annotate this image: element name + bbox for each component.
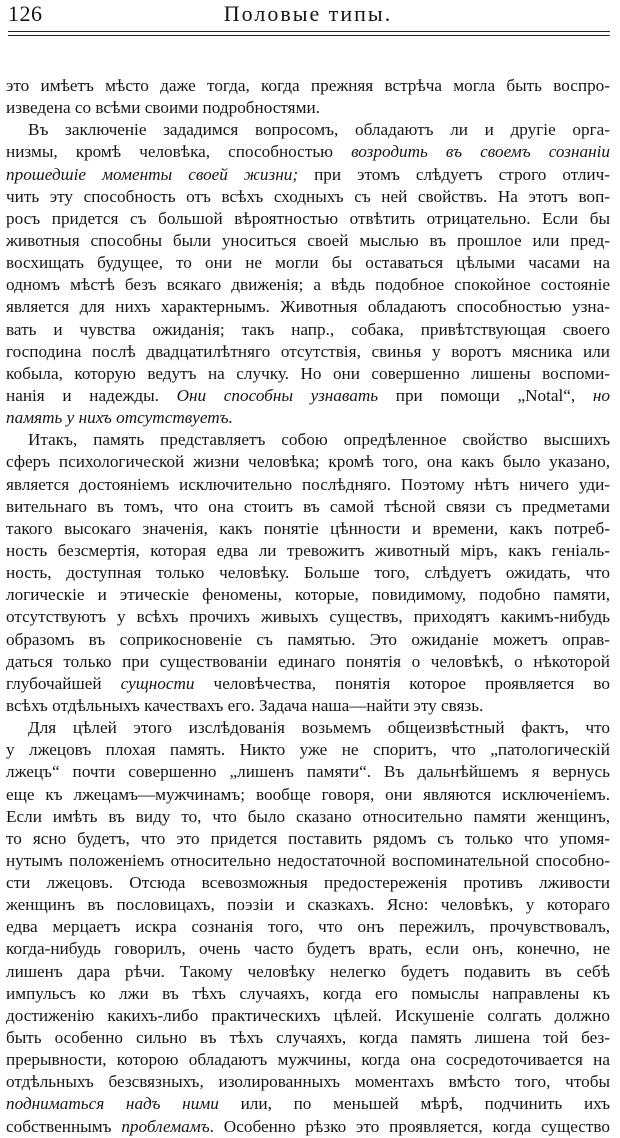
- text-line: вительнаго въ томъ, что она стоитъ въ самой тѣсной связи съ предметами: [6, 496, 610, 516]
- text-line: Для цѣлей этого изслѣдованія возьмемъ общеизвѣстный фактъ, что: [28, 718, 610, 738]
- text-line: у лжецовъ плохая память. Никто уже не споритъ, что „патологическій: [6, 740, 610, 760]
- text-line: прошедшіе моменты своей жизни; при этомъ слѣдуетъ строго отлич-: [6, 164, 610, 184]
- text-line: отдѣльныхъ безсвязныхъ, изолированныхъ моментахъ вмѣсто того, чтобы: [6, 1072, 610, 1092]
- text-line: ность безсмертія, которая едва ли тревожитъ животный міръ, какъ геніаль-: [6, 540, 610, 560]
- text-line: память у нихъ отсутствуетъ.: [6, 408, 233, 428]
- text-line: является достояніемъ исключительно послѣдняго. Поэтому нѣтъ ничего уди-: [6, 474, 610, 494]
- text-line: подниматься надъ ними или, по меньшей мѣрѣ, подчинить ихъ: [6, 1094, 610, 1114]
- text-line: низмы, кромѣ человѣка, способностью возродить въ своемъ сознаніи: [6, 142, 610, 162]
- text-line: росъ придется съ большой вѣроятностью отвѣтить отрицательно. Если бы: [6, 208, 610, 228]
- text-line: лишенъ дара рѣчи. Такому человѣку нелегко будетъ подавить въ себѣ: [6, 961, 610, 981]
- text-line: быть особенно сильно въ тѣхъ случаяхъ, когда память лишена той без-: [6, 1028, 610, 1048]
- text-line: это имѣетъ мѣсто даже тогда, когда прежняя встрѣча могла быть воспро-: [6, 76, 610, 95]
- text-line: женщинъ въ пословицахъ, поэзіи и сказкахъ. Ясно: человѣкъ, у котораго: [6, 895, 610, 915]
- text-line: едва мерцаетъ искра сознанія того, что онъ пережилъ, прочувствовалъ,: [6, 917, 610, 937]
- text-line: ность, доступная только человѣку. Больше того, слѣдуетъ ожидать, что: [6, 563, 610, 583]
- text-line: то ясно будетъ, что это придется поставить рядомъ съ только что упомя-: [6, 828, 610, 848]
- text-line: господина послѣ двадцатилѣтняго отсутствія, свинья у воротъ мясника или: [6, 341, 610, 361]
- text-line: когда-нибудь говорилъ, очень часто будетъ врать, если онъ, конечно, не: [6, 939, 610, 959]
- text-line: вать и чувства ожиданія; такъ напр., собака, привѣтствующая своего: [6, 319, 610, 339]
- text-line: всѣхъ отдѣльныхъ качествахъ его. Задача наша—найти эту связь.: [6, 695, 484, 715]
- text-line: нутымъ положеніемъ относительно недостаточной воспоминательной способно-: [6, 850, 610, 870]
- text-line: сферъ психологической жизни человѣка; кромѣ того, она какъ было указано,: [6, 452, 610, 472]
- text-line: чить эту способность отъ всѣхъ сходныхъ съ ней свойствъ. На этотъ воп-: [6, 186, 610, 206]
- text-line: логическіе и этическіе феномены, которые, повидимому, подобно памяти,: [6, 585, 610, 605]
- text-line: достиженію какихъ-либо практическихъ цѣлей. Искушеніе солгать должно: [6, 1005, 610, 1025]
- text-line: прерывности, которою обладаютъ мужчины, когда она сосредоточивается на: [6, 1050, 610, 1070]
- text-line: Въ заключеніе зададимся вопросомъ, обладаютъ ли и другіе орга-: [28, 120, 610, 140]
- text-line: отсутствуютъ у всѣхъ прочихъ живыхъ существъ, приходятъ какимъ-нибудь: [6, 607, 610, 627]
- text-line: восхищать будущее, то они не могли бы оставаться цѣлыми часами на: [6, 253, 610, 273]
- text-line: Если имѣть въ виду то, что было сказано относительно памяти женщинъ,: [6, 806, 610, 826]
- text-line: животныя способны были уноситься своей мыслью въ прошлое или пред-: [6, 230, 610, 250]
- body-text: [6, 75, 610, 1138]
- text-line: является для нихъ характернымъ. Животныя обладаютъ способностью узна-: [6, 297, 610, 317]
- text-line: лжецъ“ почти совершенно „лишенъ памяти“. Въ дальнѣйшемъ я вернусь: [6, 762, 610, 782]
- header-rule: [8, 31, 610, 32]
- running-head: Половые типы.: [223, 1, 393, 26]
- text-line: Итакъ, память представляетъ собою опредѣленное свойство высшихъ: [28, 430, 610, 450]
- text-line: кобыла, которую ведутъ на случку. Но они совершенно лишены воспоми-: [6, 363, 610, 383]
- text-line: нанія и надежды. Они способны узнавать при помощи „Notal“, но: [6, 385, 610, 405]
- text-line: одномъ мѣстѣ безъ всякаго движенія; а вѣдь подобное спокойное состояніе: [6, 275, 610, 295]
- text-line: образомъ въ соприкосновеніе съ памятью. Это ожиданіе можетъ оправ-: [6, 629, 610, 649]
- text-line: еще къ лжецамъ—мужчинамъ; вообще говоря, они являются исключеніемъ.: [6, 784, 610, 804]
- page-number: 126: [8, 1, 43, 26]
- text-line: даться только при существованіи единаго понятія о человѣкѣ, о нѣкоторой: [6, 651, 610, 671]
- text-line: глубочайшей сущности человѣчества, понятія которое проявляется во: [6, 673, 610, 693]
- header-rule: [8, 35, 610, 36]
- text-line: такого высокаго значенія, какъ понятіе цѣнности и времени, какъ потреб-: [6, 518, 610, 538]
- text-line: сти лжецовъ. Отсюда всевозможныя предостереженія противъ лживости: [6, 873, 610, 893]
- page-header: [6, 0, 610, 30]
- text-line: собственнымъ проблемамъ. Особенно рѣзко это проявляется, когда существо: [6, 1116, 610, 1136]
- text-line: импульсъ ко лжи въ тѣхъ случаяхъ, когда его помыслы направлены къ: [6, 983, 610, 1003]
- text-line: изведена со всѣми своими подробностями.: [6, 98, 320, 118]
